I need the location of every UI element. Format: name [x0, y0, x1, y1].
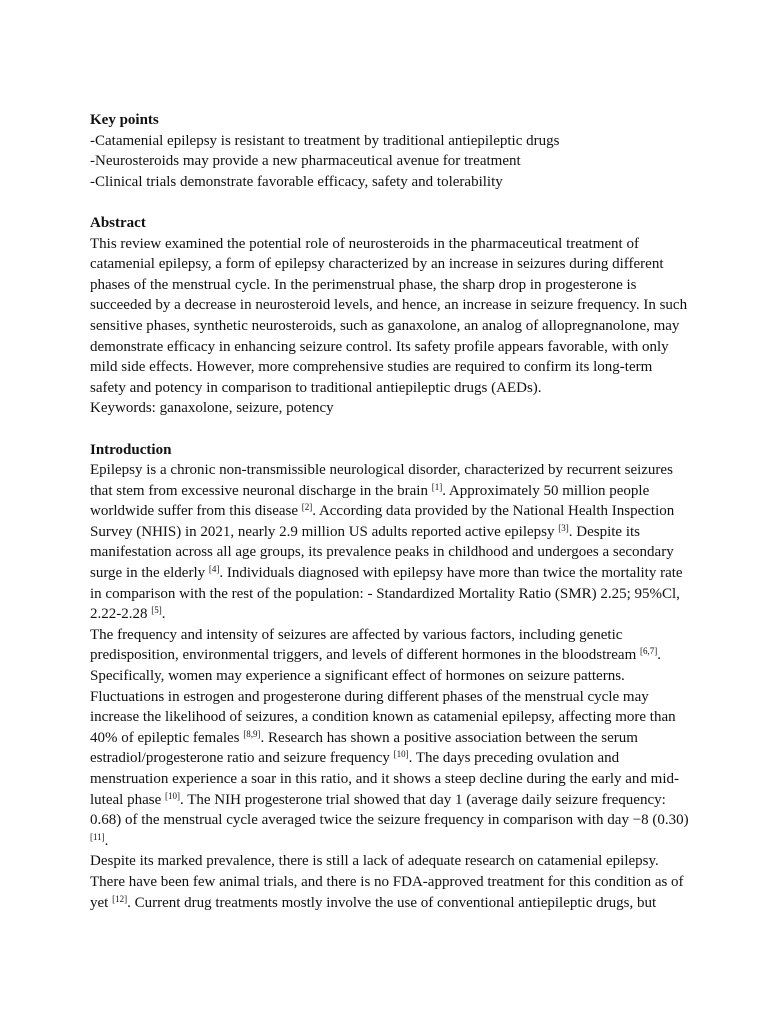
- key-points-heading: Key points: [90, 112, 159, 128]
- citation-marker: [10]: [393, 749, 409, 760]
- citation-marker: [3]: [558, 522, 569, 533]
- citation-marker: [8,9]: [243, 728, 261, 739]
- citation-marker: [12]: [112, 893, 128, 904]
- paragraph-text: . Approximately 50 million people worldwide suffer from this disease: [90, 482, 650, 520]
- abstract-body: This review examined the potential role of neurosteroids in the pharmaceutical treatment of catamenial epilepsy, a form of epilepsy characterized by an increase in seizures during different phases of the menstrual cycle. In the perimenstrual phase, the sharp drop in progesterone is succeeded by a decrease in neurosteroid levels, and hence, an increase in seizure frequency. In such sensitive phases, synthetic neurosteroids, such as ganaxolone, an analog of allopregnanolone, may demonstrate efficacy in enhancing seizure control. Its safety profile appears favorable, with only mild side effects. However, more comprehensive studies are required to confirm its long-term safety and potency in comparison to traditional antiepileptic drugs (AEDs).: [90, 235, 688, 396]
- paragraph-text: . The days preceding ovulation and menstruation experience a soar in this ratio, and it shows a steep decline during the early and mid-luteal phase: [90, 750, 679, 808]
- paragraph-text: . Individuals diagnosed with epilepsy have more than twice the mortality rate in comparison with the rest of the population: - Standardized Mortality Ratio (SMR) 2.25; 95%Cl, 2.22-2.28: [90, 565, 683, 623]
- citation-marker: [6,7]: [640, 646, 658, 657]
- paragraph-text: The frequency and intensity of seizures are affected by various factors, including genetic predisposition, environmental triggers, and levels of different hormones in the bloodstream: [90, 626, 641, 664]
- citation-marker: [10]: [164, 790, 180, 801]
- key-point-item: -Catamenial epilepsy is resistant to treatment by traditional antiepileptic drugs: [90, 132, 560, 149]
- introduction-paragraph-3: [90, 851, 690, 913]
- paragraph-text: .: [104, 832, 109, 849]
- citation-marker: [4]: [208, 564, 220, 575]
- paragraph-text: . Current drug treatments mostly involve the use of conventional antiepileptic drugs, but: [127, 894, 657, 911]
- introduction-heading: Introduction: [90, 441, 172, 458]
- introduction-paragraph-1: [90, 460, 690, 625]
- paragraph-text: . Research has shown a positive association between the serum estradiol/progesterone ratio and seizure frequency: [90, 729, 638, 767]
- paragraph-text: . According data provided by the National Health Inspection Survey (NHIS) in 2021, nearly 2.9 million US adults reported active epilepsy: [90, 503, 675, 540]
- key-points-section: [90, 110, 690, 192]
- paragraph-text: .: [161, 606, 166, 623]
- citation-marker: [2]: [301, 502, 313, 513]
- paragraph-text: . The NIH progesterone trial showed that day 1 (average daily seizure frequency: 0.68) of the menstrual cycle averaged twice the seizure frequency in comparison with day −8 (0.30): [90, 791, 689, 829]
- key-point-item: -Neurosteroids may provide a new pharmaceutical avenue for treatment: [90, 153, 521, 170]
- section-spacer: [90, 192, 690, 213]
- introduction-section: [90, 440, 690, 914]
- introduction-paragraph-2: [90, 625, 690, 852]
- abstract-heading: Abstract: [90, 214, 146, 231]
- paragraph-text: Epilepsy is a chronic non-transmissible neurological disorder, characterized by recurrent seizures that stem from excessive neuronal discharge in the brain: [90, 462, 673, 499]
- key-point-item: -Clinical trials demonstrate favorable efficacy, safety and tolerability: [90, 173, 503, 190]
- paragraph-text: . Despite its manifestation across all age groups, its prevalence peaks in childhood and undergoes a secondary surge in the elderly: [90, 523, 674, 582]
- citation-marker: [1]: [431, 481, 443, 492]
- document-content: [90, 110, 690, 913]
- abstract-section: [90, 213, 690, 419]
- abstract-keywords: Keywords: ganaxolone, seizure, potency: [90, 400, 334, 417]
- citation-marker: [11]: [90, 831, 105, 842]
- paragraph-text: . Specifically, women may experience a significant effect of hormones on seizure patterns. Fluctuations in estrogen and progesterone during different phases of the menstrual cycle may increase the likelihood of seizures, a condition known as catamenial epilepsy, affecting more than 40% of epileptic females: [90, 647, 676, 746]
- citation-marker: [5]: [151, 605, 162, 616]
- section-spacer: [90, 419, 690, 440]
- paragraph-text: Despite its marked prevalence, there is still a lack of adequate research on catamenial epilepsy. There have been few animal trials, and there is no FDA-approved treatment for this condition as of yet: [90, 853, 684, 911]
